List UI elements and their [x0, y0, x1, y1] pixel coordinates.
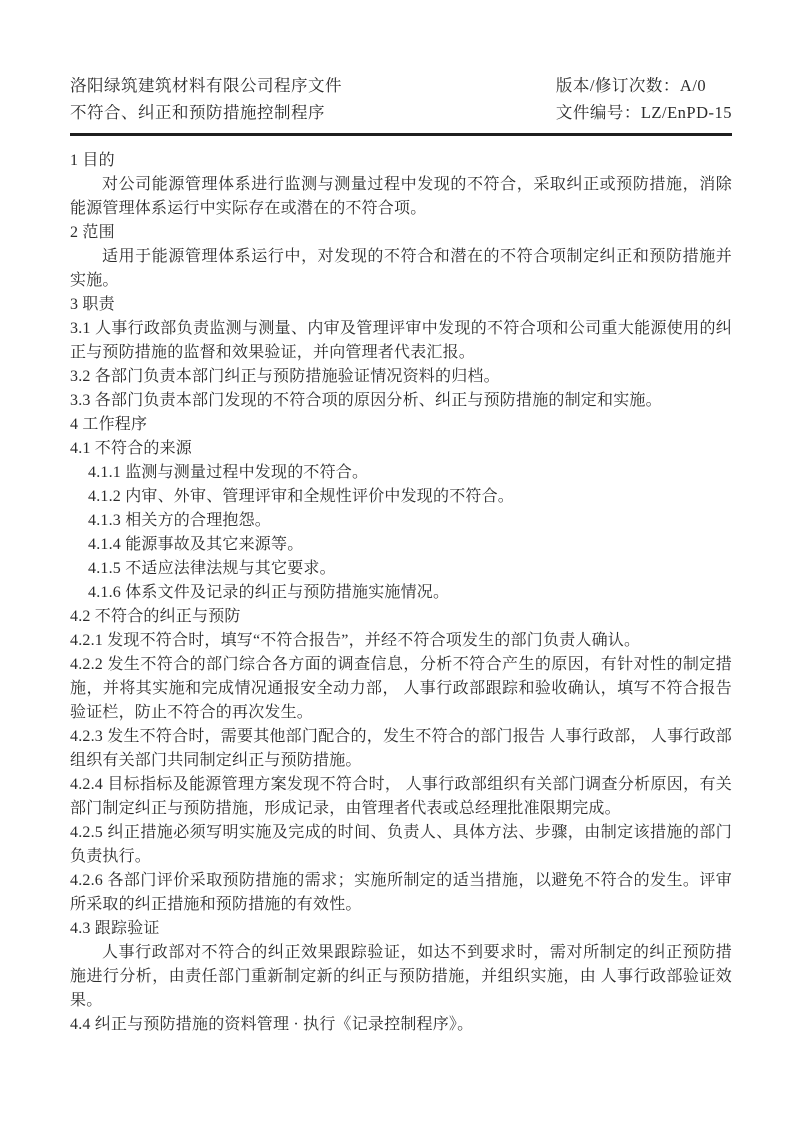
- paragraph-plain: 4.2.1 发现不符合时，填写“不符合报告”，并经不符合项发生的部门负责人确认。: [70, 632, 641, 649]
- paragraph-sub: 4.1.5 不适应法律法规与其它要求。: [88, 560, 336, 577]
- document-header: [70, 72, 732, 126]
- paragraph-plain: 4.2 不符合的纠正与预防: [70, 608, 241, 625]
- paragraph-plain: 4.4 纠正与预防措施的资料管理 · 执行《记录控制程序》。: [70, 1016, 474, 1033]
- paragraph-plain: 3.1 人事行政部负责监测与测量、内审及管理评审中发现的不符合项和公司重大能源使用的纠正与预防措施的监督和效果验证，并向管理者代表汇报。: [70, 320, 732, 361]
- header-divider: [70, 133, 732, 136]
- paragraph-sub: 4.1.6 体系文件及记录的纠正与预防措施实施情况。: [88, 584, 450, 601]
- paragraph-heading: 4 工作程序: [70, 416, 148, 433]
- paragraph-plain: 4.2.5 纠正措施必须写明实施及完成的时间、负责人、具体方法、步骤，由制定该措施的部门负责执行。: [70, 824, 732, 865]
- paragraph-plain: 3.2 各部门负责本部门纠正与预防措施验证情况资料的归档。: [70, 368, 500, 385]
- paragraph-sub: 4.1.1 监测与测量过程中发现的不符合。: [88, 464, 369, 481]
- paragraph-heading: 2 范围: [70, 224, 115, 241]
- doc-number-label: 文件编号：LZ/EnPD-15: [555, 103, 732, 122]
- paragraph-sub: 4.1.2 内审、外审、管理评审和全规性评价中发现的不符合。: [88, 488, 515, 505]
- paragraph-plain: 3.3 各部门负责本部门发现的不符合项的原因分析、纠正与预防措施的制定和实施。: [70, 392, 662, 409]
- company-title: 洛阳绿筑建筑材料有限公司程序文件: [70, 76, 342, 95]
- header-titles: [70, 72, 342, 126]
- paragraph-heading: 3 职责: [70, 296, 115, 313]
- paragraph-indent: 适用于能源管理体系运行中，对发现的不符合和潜在的不符合项制定纠正和预防措施并实施。: [70, 248, 732, 289]
- paragraph-plain: 4.2.6 各部门评价采取预防措施的需求；实施所制定的适当措施，以避免不符合的发生。评审所采取的纠正措施和预防措施的有效性。: [70, 872, 732, 913]
- paragraph-indent: 人事行政部对不符合的纠正效果跟踪验证，如达不到要求时，需对所制定的纠正预防措施进行分析，由责任部门重新制定新的纠正与预防措施，并组织实施，由 人事行政部验证效果。: [70, 944, 732, 1009]
- paragraph-plain: 4.1 不符合的来源: [70, 440, 193, 457]
- paragraph-plain: 4.3 跟踪验证: [70, 920, 160, 937]
- paragraph-plain: 4.2.4 目标指标及能源管理方案发现不符合时， 人事行政部组织有关部门调查分析原因，有关部门制定纠正与预防措施，形成记录，由管理者代表或总经理批准限期完成。: [70, 776, 732, 817]
- paragraph-plain: 4.2.3 发生不符合时，需要其他部门配合的，发生不符合的部门报告 人事行政部， 人事行政部组织有关部门共同制定纠正与预防措施。: [70, 728, 732, 769]
- document-body: [70, 149, 732, 1037]
- paragraph-sub: 4.1.4 能源事故及其它来源等。: [88, 536, 304, 553]
- document-title: 不符合、纠正和预防措施控制程序: [70, 103, 325, 122]
- header-meta: [556, 72, 732, 126]
- paragraph-indent: 对公司能源管理体系进行监测与测量过程中发现的不符合，采取纠正或预防措施，消除能源管理体系运行中实际存在或潜在的不符合项。: [70, 176, 732, 217]
- paragraph-sub: 4.1.3 相关方的合理抱怨。: [88, 512, 272, 529]
- paragraph-plain: 4.2.2 发生不符合的部门综合各方面的调查信息，分析不符合产生的原因，有针对性的制定措施，并将其实施和完成情况通报安全动力部， 人事行政部跟踪和验收确认，填写不符合报告验证栏，防止不符合的再次发生。: [70, 656, 732, 721]
- paragraph-heading: 1 目的: [70, 152, 115, 169]
- version-label: 版本/修订次数：A/0: [555, 76, 707, 95]
